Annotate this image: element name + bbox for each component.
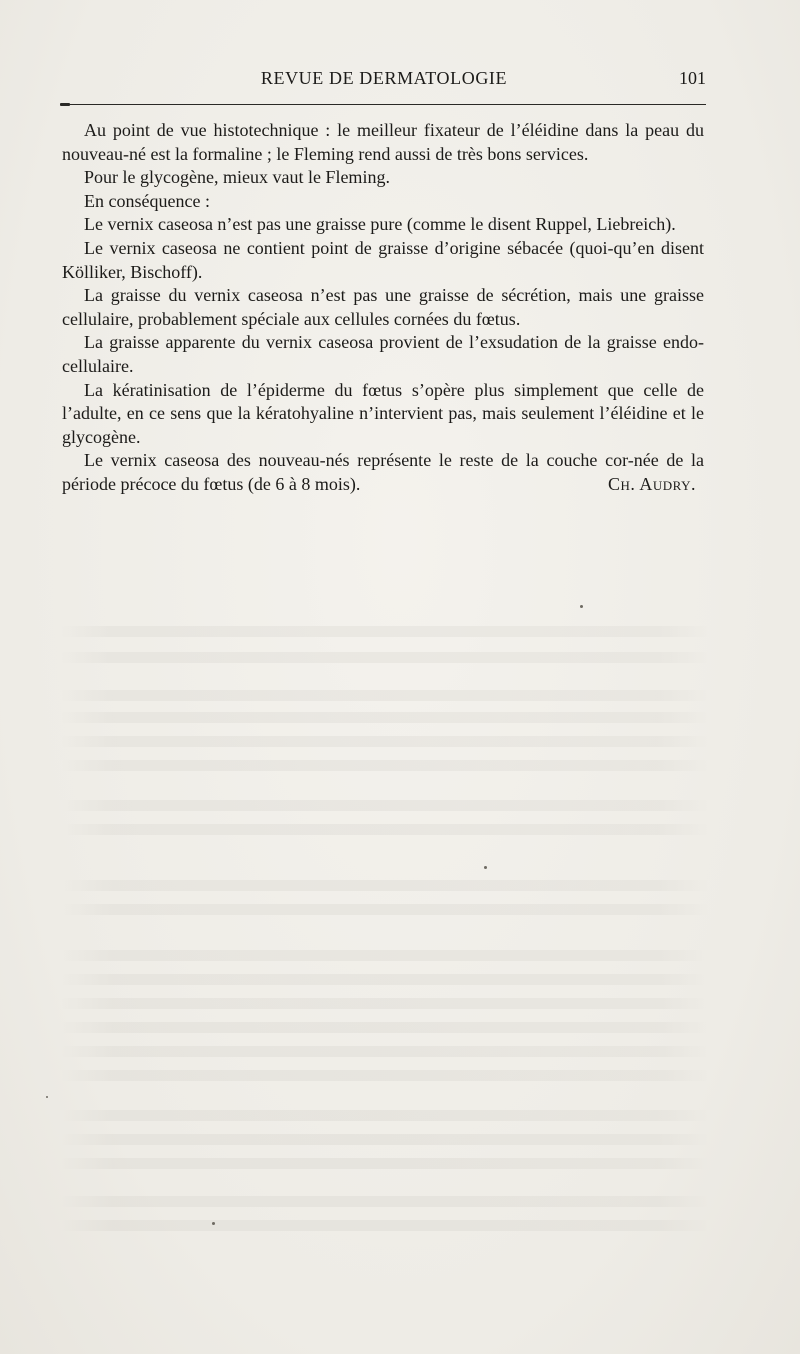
- show-through-line: [60, 736, 710, 747]
- page-number: 101: [679, 68, 706, 88]
- paper-speck: [212, 1222, 215, 1225]
- show-through-line: [60, 1070, 710, 1081]
- show-through-line: [60, 690, 710, 701]
- paragraph-graisse-apparente: La graisse apparente du vernix caseosa provient de l’exsudation de la graisse endo-cellulaire.: [62, 332, 704, 376]
- show-through-line: [60, 1022, 710, 1033]
- show-through-line: [60, 1220, 710, 1231]
- running-title: REVUE DE DERMATOLOGIE: [260, 68, 508, 88]
- paragraph-glycogene: Pour le glycogène, mieux vaut le Fleming.: [84, 167, 390, 188]
- show-through-line: [60, 626, 710, 637]
- show-through-line: [60, 1046, 710, 1057]
- paragraph-consequence: En conséquence :: [84, 190, 210, 211]
- paper-speck: [46, 1096, 48, 1098]
- show-through-line: [60, 824, 710, 835]
- paragraph-keratinisation: La kératinisation de l’épiderme du fœtus s’opère plus simplement que celle de l’adulte, en ce sens que la kératohyaline n’intervient pas, mais seulement l’éléidine et le glycogène.: [62, 379, 704, 447]
- show-through-line: [60, 880, 710, 891]
- show-through-line: [60, 974, 710, 985]
- show-through-line: [60, 1158, 710, 1169]
- show-through-line: [60, 760, 710, 771]
- article-body: [62, 119, 704, 497]
- header-rule: [62, 104, 706, 105]
- paragraph-graisse-pure: Le vernix caseosa n’est pas une graisse pure (comme le disent Ruppel, Liebreich).: [84, 214, 676, 235]
- paragraph-origine-sebacee: Le vernix caseosa ne contient point de graisse d’origine sébacée (quoi-qu’en disent Kölliker, Bischoff).: [62, 237, 704, 282]
- paragraph-graisse-cellulaire: La graisse du vernix caseosa n’est pas une graisse de sécrétion, mais une graisse cellulaire, probablement spéciale aux cellules cornées du fœtus.: [62, 285, 704, 329]
- paragraph-conclusion: [62, 449, 704, 496]
- paper-speck: [580, 605, 583, 608]
- show-through-line: [60, 1110, 710, 1121]
- show-through-line: [60, 712, 710, 723]
- paper-speck: [484, 866, 487, 869]
- show-through-line: [60, 998, 710, 1009]
- show-through-line: [60, 904, 710, 915]
- show-through-line: [60, 1134, 710, 1145]
- show-through-line: [60, 652, 710, 663]
- page-header: [62, 68, 706, 96]
- paragraph-histotechnique: Au point de vue histotechnique : le meilleur fixateur de l’éléidine dans la peau du nouveau-né est la formaline ; le Fleming rend aussi de très bons services.: [62, 120, 704, 164]
- conclusion-text: Le vernix caseosa des nouveau-nés représente le reste de la couche cor-née de la période précoce du fœtus (de 6 à 8 mois).: [62, 450, 704, 494]
- show-through-line: [60, 800, 710, 811]
- show-through-line: [60, 950, 710, 961]
- show-through-line: [60, 1196, 710, 1207]
- author-signature: Ch. Audry.: [607, 473, 696, 494]
